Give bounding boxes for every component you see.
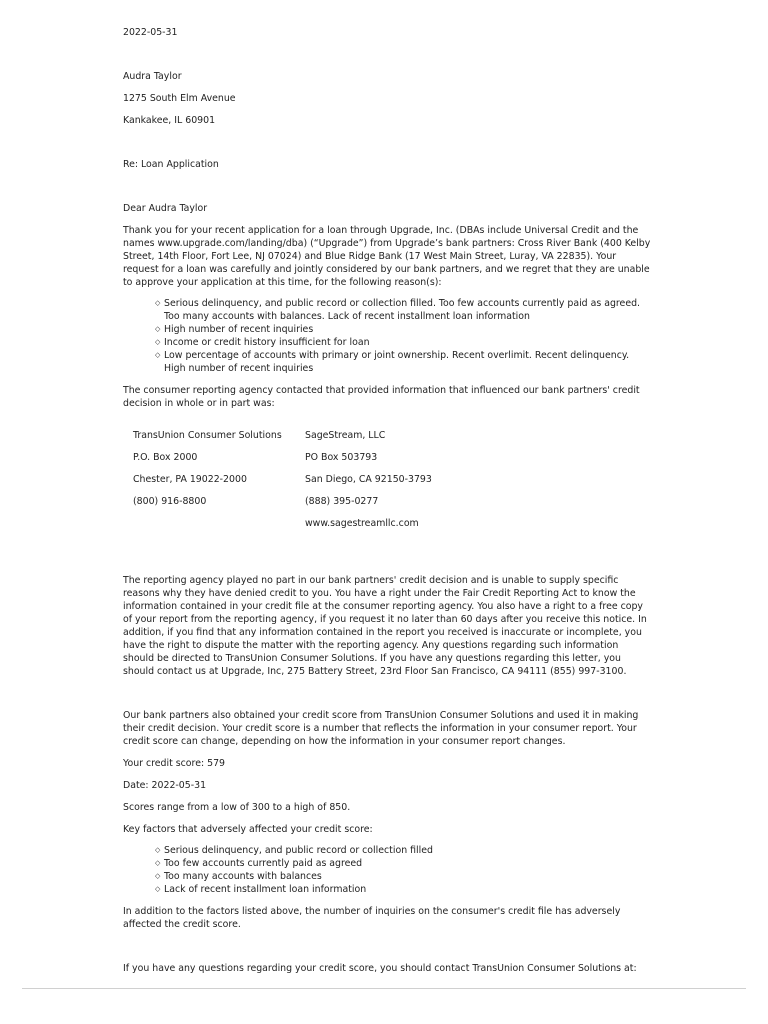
diamond-bullet-icon: ◇ (155, 859, 161, 867)
key-factors-list (123, 844, 651, 896)
recipient-name: Audra Taylor (123, 71, 182, 82)
agency-intro: The consumer reporting agency contacted that provided information that influenced our bank partners' credit decision in whole or in part was: (123, 385, 640, 409)
agency-table (133, 429, 651, 539)
diamond-bullet-icon: ◇ (155, 299, 161, 307)
credit-score-range: Scores range from a low of 300 to a high of 850. (123, 802, 351, 813)
list-item: ◇ Too many accounts with balances (155, 871, 322, 882)
agency-address-2: San Diego, CA 92150-3793 (305, 474, 432, 485)
salutation: Dear Audra Taylor (123, 203, 208, 214)
credit-score-date: Date: 2022-05-31 (123, 780, 207, 791)
recipient-city-state-zip: Kankakee, IL 60901 (123, 115, 216, 126)
agency-website: www.sagestreamllc.com (305, 518, 419, 529)
diamond-bullet-icon: ◇ (155, 351, 161, 359)
contact-line: If you have any questions regarding your credit score, you should contact TransUnion Consumer Solutions at: (123, 963, 637, 974)
inquiries-paragraph: In addition to the factors listed above, the number of inquiries on the consumer's credit file has adversely affected the credit score. (123, 906, 621, 930)
list-item: ◇ Serious delinquency, and public record or collection filled. Too few accounts currently paid as agreed. Too many accounts with balances. Lack of recent installment loan information (155, 298, 641, 322)
letter-subject: Re: Loan Application (123, 159, 219, 170)
agency-name: SageStream, LLC (305, 430, 386, 441)
diamond-bullet-icon: ◇ (155, 872, 161, 880)
agency-phone: (800) 916-8800 (133, 496, 207, 507)
letter-page (123, 26, 651, 975)
list-item: ◇ Lack of recent installment loan information (155, 884, 367, 895)
diamond-bullet-icon: ◇ (155, 846, 161, 854)
list-item: ◇ Low percentage of accounts with primary or joint ownership. Recent overlimit. Recent delinquency. High number of recent inquiries (155, 350, 630, 374)
credit-score-value: Your credit score: 579 (123, 758, 225, 769)
list-item: ◇ Income or credit history insufficient for loan (155, 337, 370, 348)
agency-name: TransUnion Consumer Solutions (133, 430, 282, 441)
diamond-bullet-icon: ◇ (155, 338, 161, 346)
recipient-street: 1275 South Elm Avenue (123, 93, 236, 104)
intro-paragraph: Thank you for your recent application for a loan through Upgrade, Inc. (DBAs include Universal Credit and the names www.upgrade.com/landing/dba) (“Upgrade”) from Upgrade’s bank partners: Cross River Bank (400 Kelby Street, 14th Floor, Fort Lee, NJ 07024) and Blue Ridge Bank (17 West Main Street, Luray, VA 22835). Your request for a loan was carefully and jointly considered by our bank partners, and we regret that they are unable to approve your application at this time, for the following reason(s): (123, 225, 651, 288)
denial-reasons-list (123, 297, 651, 375)
agency-phone: (888) 395-0277 (305, 496, 379, 507)
diamond-bullet-icon: ◇ (155, 885, 161, 893)
rights-paragraph: The reporting agency played no part in our bank partners' credit decision and is unable to supply specific reasons why they have denied credit to you. You have a right under the Fair Credit Reporting Act to know the information contained in your credit file at the consumer reporting agency. You also have a right to a free copy of your report from the reporting agency, if you request it no later than 60 days after you receive this notice. In addition, if you find that any information contained in the report you received is inaccurate or incomplete, you have the right to dispute the matter with the reporting agency. Any questions regarding such information should be directed to TransUnion Consumer Solutions. If you have any questions regarding this letter, you should contact us at Upgrade, Inc, 275 Battery Street, 23rd Floor San Francisco, CA 94111 (855) 997-3100. (123, 575, 647, 677)
letter-date: 2022-05-31 (123, 27, 178, 38)
agency-address-1: PO Box 503793 (305, 452, 378, 463)
diamond-bullet-icon: ◇ (155, 325, 161, 333)
footer-divider (22, 988, 746, 989)
agency-address-2: Chester, PA 19022-2000 (133, 474, 247, 485)
list-item: ◇ Serious delinquency, and public record or collection filled (155, 845, 433, 856)
agency-transunion (133, 429, 305, 539)
list-item: ◇ High number of recent inquiries (155, 324, 314, 335)
agency-sagestream (305, 429, 432, 539)
credit-score-paragraph: Our bank partners also obtained your credit score from TransUnion Consumer Solutions and used it in making their credit decision. Your credit score is a number that reflects the information in your consumer report. Your credit score can change, depending on how the information in your consumer report changes. (123, 710, 639, 747)
agency-address-1: P.O. Box 2000 (133, 452, 198, 463)
list-item: ◇ Too few accounts currently paid as agreed (155, 858, 363, 869)
key-factors-heading: Key factors that adversely affected your credit score: (123, 824, 373, 835)
